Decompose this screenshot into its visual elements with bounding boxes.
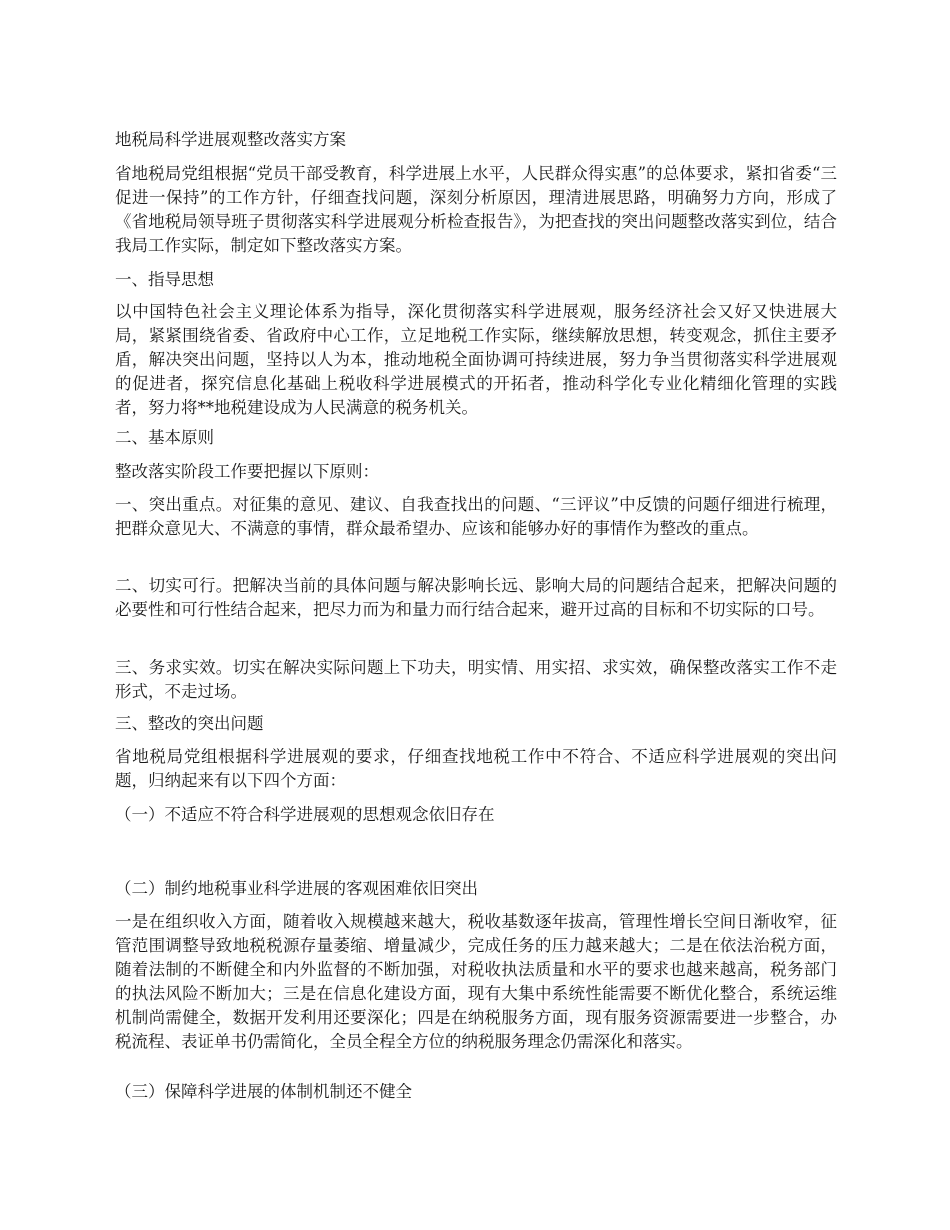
intro-paragraph: 省地税局党组根据“党员干部受教育，科学进展上水平，人民群众得实惠”的总体要求，紧扣省委“三促进一保持”的工作方针，仔细查找问题，深刻分析原因，理清进展思路，明确努力方向，形成了《省地税局领导班子贯彻落实科学进展观分析检查报告》，为把查找的突出问题整改落实到位，结合我局工作实际，制定如下整改落实方案。: [115, 164, 837, 255]
subsection-heading: （三）保障科学进展的体制机制还不健全: [115, 1082, 412, 1101]
subsection-heading: （二）制约地税事业科学进展的客观困难依旧突出: [115, 879, 478, 898]
body-paragraph: 省地税局党组根据科学进展观的要求，仔细查找地税工作中不符合、不适应科学进展观的突出问题，归纳起来有以下四个方面：: [115, 747, 837, 790]
section-heading: 三、整改的突出问题: [115, 714, 264, 733]
body-paragraph: 一是在组织收入方面，随着收入规模越来越大，税收基数逐年拔高，管理性增长空间日渐收窄，征管范围调整导致地税税源存量萎缩、增量减少，完成任务的压力越来越大；二是在依法治税方面，随着法制的不断健全和内外监督的不断加强，对税收执法质量和水平的要求也越来越高，税务部门的执法风险不断加大；三是在信息化建设方面，现有大集中系统性能需要不断优化整合，系统运维机制尚需健全，数据开发利用还要深化；四是在纳税服务方面，现有服务资源需要进一步整合，办税流程、表证单书仍需简化，全员全程全方位的纳税服务理念仍需深化和落实。: [115, 912, 837, 1051]
body-paragraph: 整改落实阶段工作要把握以下原则：: [115, 462, 379, 481]
section-heading: 二、基本原则: [115, 428, 214, 447]
body-paragraph: 一、突出重点。对征集的意见、建议、自我查找出的问题、“三评议”中反馈的问题仔细进行梳理，把群众意见大、不满意的事情，群众最希望办、应该和能够办好的事情作为整改的重点。: [115, 495, 837, 538]
body-paragraph: 以中国特色社会主义理论体系为指导，深化贯彻落实科学进展观，服务经济社会又好又快进展大局，紧紧围绕省委、省政府中心工作，立足地税工作实际，继续解放思想，转变观念，抓住主要矛盾，解决突出问题，坚持以人为本，推动地税全面协调可持续进展，努力争当贯彻落实科学进展观的促进者，探究信息化基础上税收科学进展模式的开拓者，推动科学化专业化精细化管理的实践者，努力将**地税建设成为人民满意的税务机关。: [115, 302, 837, 417]
body-paragraph: 三、务求实效。切实在解决实际问题上下功夫，明实情、用实招、求实效，确保整改落实工作不走形式，不走过场。: [115, 658, 837, 701]
section-heading: 一、指导思想: [115, 270, 214, 289]
body-paragraph: 二、切实可行。把解决当前的具体问题与解决影响长远、影响大局的问题结合起来，把解决问题的必要性和可行性结合起来，把尽力而为和量力而行结合起来，避开过高的目标和不切实际的口号。: [115, 576, 837, 619]
document-title: 地税局科学进展观整改落实方案: [115, 130, 346, 149]
subsection-heading: （一）不适应不符合科学进展观的思想观念依旧存在: [115, 805, 495, 824]
